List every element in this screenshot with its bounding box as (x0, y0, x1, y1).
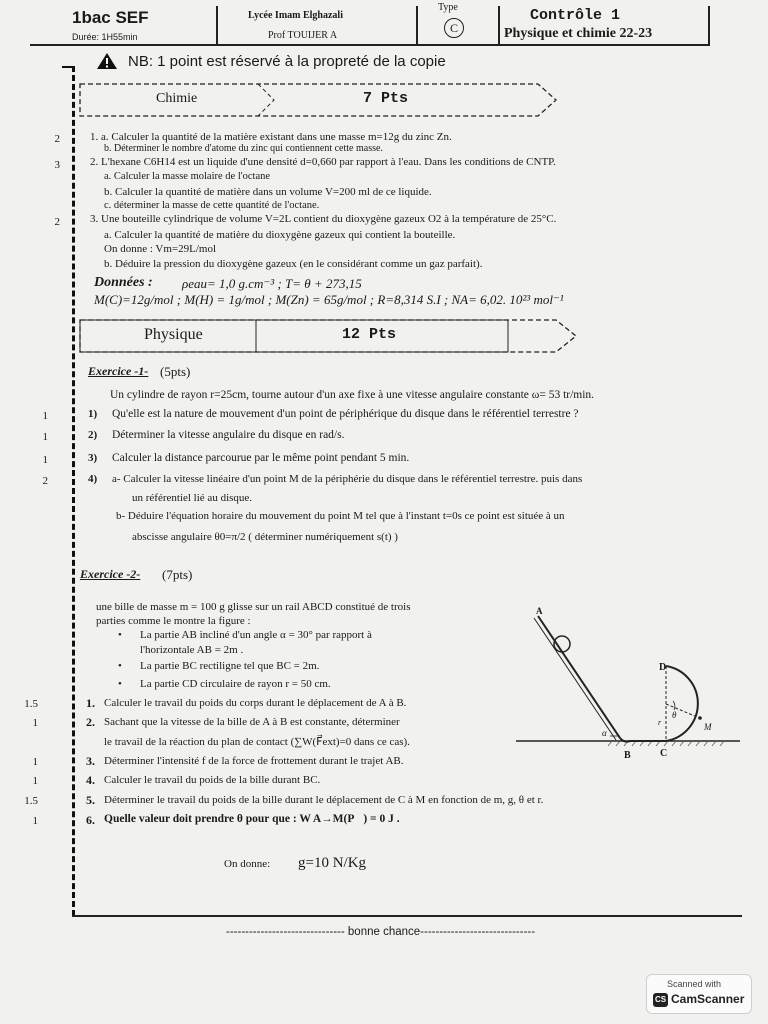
ex1-intro: Un cylindre de rayon r=25cm, tourne autour d'un axe fixe à une vitesse angulaire constante ω= 53 tr/min. (110, 389, 595, 401)
school-name: Lycée Imam Elghazali (248, 10, 343, 21)
question-line: b. Déterminer le nombre d'atome du zinc qui contiennent cette masse. (104, 143, 383, 154)
radius-label: r (658, 718, 662, 727)
warning-icon (96, 52, 118, 75)
question-line: 2. L'hexane C6H14 est un liquide d'une densité d=0,660 par rapport à l'eau. Dans les conditions de CNTP. (90, 156, 556, 168)
question-line: Déterminer le travail du poids de la bille durant le déplacement de C à M en fonction de m, g, θ et r. (104, 794, 544, 806)
question-line: b. Déduire la pression du dioxygène gazeux (en le considérant comme un gaz parfait). (104, 258, 483, 270)
bottom-rule (72, 915, 742, 917)
mark: 1.5 (24, 795, 38, 807)
angle-label: α (602, 728, 607, 738)
question-line: On donne : Vm=29L/mol (104, 243, 217, 255)
ex1-title: Exercice -1- (88, 364, 149, 378)
bullet-text: La partie CD circulaire de rayon r = 50 cm. (140, 678, 331, 690)
donnees-line: ρeau= 1,0 g.cm⁻³ ; T= θ + 273,15 (182, 276, 362, 291)
bullet-text: La partie AB incliné d'un angle α = 30° par rapport à (140, 629, 372, 641)
question-number: 4. (86, 773, 95, 787)
question-number: 3. (86, 754, 95, 768)
mark: 1 (32, 756, 38, 768)
angle-label: θ (672, 710, 677, 720)
question-line: Calculer le travail du poids du corps durant le déplacement de A à B. (104, 697, 407, 709)
question-line: Qu'elle est la nature de mouvement d'un point de périphérique du disque dans le référentiel terrestre ? (112, 408, 579, 420)
scanner-brand: CamScanner (671, 992, 745, 1006)
scanner-caption: Scanned with (667, 979, 722, 989)
ex2-intro: une bille de masse m = 100 g glisse sur un rail ABCD constitué de trois (96, 601, 411, 613)
point-label: M (704, 722, 712, 732)
point-label: D (659, 662, 667, 673)
question-line: a. Calculer la masse molaire de l'octane (104, 171, 271, 182)
chimie-banner (78, 82, 558, 118)
chimie-title: Chimie (156, 91, 198, 106)
mark: 1 (32, 717, 38, 729)
mark: 1 (32, 775, 38, 787)
nb-note: NB: 1 point est réservé à la propreté de la copie (128, 53, 446, 70)
question-line: Calculer la distance parcourue par le même point pendant 5 min. (112, 452, 410, 464)
exam-subject: Physique et chimie 22-23 (504, 26, 653, 41)
rail-figure (516, 606, 742, 772)
mark: 2 (54, 133, 60, 145)
question-line: b- Déduire l'équation horaire du mouvement du point M tel que à l'instant t=0s ce point est située à un (116, 510, 565, 522)
point-label: A (536, 606, 543, 616)
bullet-icon: • (118, 629, 122, 641)
question-line: Calculer le travail du poids de la bille durant BC. (104, 774, 321, 786)
mark: 1 (42, 431, 48, 443)
physique-title: Physique (144, 326, 203, 343)
question-line: abscisse angulaire θ0=π/2 ( déterminer numériquement s(t) ) (132, 531, 398, 543)
type-badge: C (444, 18, 464, 38)
question-number: 6. (86, 813, 95, 827)
question-line: Sachant que la vitesse de la bille de A à B est constante, déterminer (104, 716, 400, 728)
physique-points: 12 Pts (342, 326, 397, 343)
mark: 2 (42, 475, 48, 487)
question-number: 4) (88, 473, 98, 485)
question-number: 2. (86, 715, 95, 729)
point-label: C (660, 748, 668, 759)
camscanner-logo-icon: CS (653, 993, 668, 1007)
question-line: a. Calculer la quantité de matière du dioxygène gazeux qui contient la bouteille. (104, 229, 456, 241)
question-line: c. déterminer la masse de cette quantité de l'octane. (104, 200, 320, 211)
ex2-points: (7pts) (162, 567, 193, 582)
mark: 1 (32, 815, 38, 827)
point-label: B (624, 750, 631, 761)
question-line: un référentiel lié au disque. (132, 492, 253, 504)
type-label: Type (438, 2, 458, 13)
question-number: 3) (88, 452, 98, 464)
duration-label: Durée: 1H55min (72, 32, 138, 42)
question-number: 5. (86, 793, 95, 807)
question-line: Quelle valeur doit prendre θ pour que : W A→M(P⃗) = 0 J . (104, 813, 400, 825)
on-donne-label: On donne: (224, 858, 271, 870)
margin-line (72, 66, 75, 916)
mark: 1 (42, 454, 48, 466)
footer-text: ------------------------------- bonne chance------------------------------ (226, 926, 536, 938)
question-line: 3. Une bouteille cylindrique de volume V=2L contient du dioxygène gazeux O2 à la température de 25°C. (90, 213, 557, 225)
physique-banner (78, 318, 578, 354)
bullet-icon: • (118, 660, 122, 672)
question-number: 2) (88, 429, 98, 441)
question-line: Déterminer l'intensité f de la force de frottement durant le trajet AB. (104, 755, 404, 767)
question-line: a- Calculer la vitesse linéaire d'un point M de la périphérie du disque dans le référentiel terrestre. puis dans (112, 473, 583, 485)
question-number: 1) (88, 408, 98, 420)
bullet-icon: • (118, 678, 122, 690)
class-label: 1bac SEF (72, 8, 149, 27)
question-line: 1. a. Calculer la quantité de la matière existant dans une masse m=12g du zinc Zn. (90, 131, 452, 143)
mark: 1.5 (24, 698, 38, 710)
mark: 1 (42, 410, 48, 422)
exam-title: Contrôle 1 (530, 7, 621, 24)
on-donne-value: g=10 N/Kg (298, 855, 367, 871)
mark: 3 (54, 159, 60, 171)
question-line: b. Calculer la quantité de matière dans un volume V=200 ml de ce liquide. (104, 186, 432, 198)
margin-tick (62, 66, 74, 68)
mark: 2 (54, 216, 60, 228)
ex2-intro: parties comme le montre la figure : (96, 615, 251, 627)
chimie-points: 7 Pts (363, 90, 409, 107)
donnees-line: M(C)=12g/mol ; M(H) = 1g/mol ; M(Zn) = 65g/mol ; R=8,314 S.I ; NA= 6,02. 10²³ mol⁻¹ (94, 292, 564, 307)
camscanner-badge (646, 974, 752, 1014)
donnees-label: Données : (94, 275, 153, 290)
ex2-title: Exercice -2- (80, 567, 141, 581)
question-number: 1. (86, 696, 95, 710)
question-line: le travail de la réaction du plan de contact (∑W(F⃗ext)=0 dans ce cas). (104, 736, 410, 748)
bullet-text: l'horizontale AB = 2m . (140, 644, 244, 656)
ex1-points: (5pts) (160, 364, 191, 379)
question-line: Déterminer la vitesse angulaire du disque en rad/s. (112, 429, 345, 441)
teacher-name: Prof TOUIJER A (268, 30, 338, 41)
bullet-text: La partie BC rectiligne tel que BC = 2m. (140, 660, 320, 672)
